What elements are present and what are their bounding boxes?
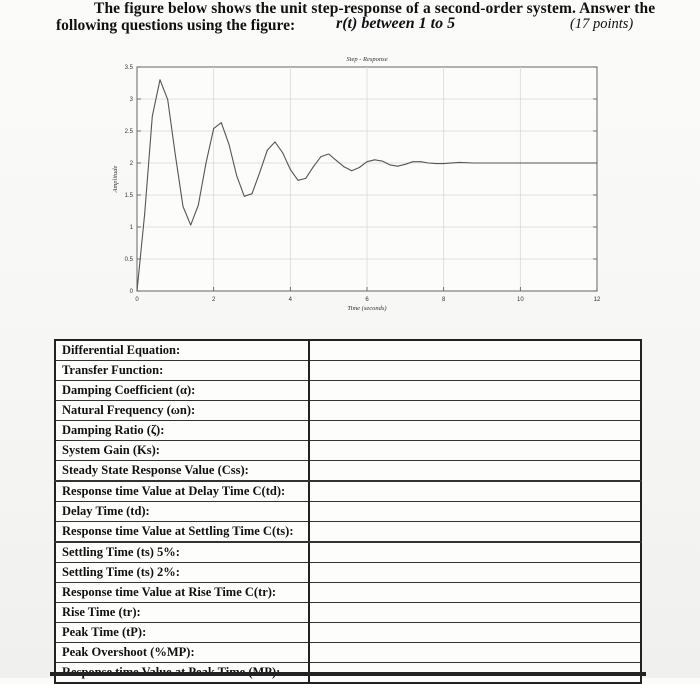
answer-cell[interactable] — [309, 623, 641, 643]
answer-cell[interactable] — [309, 461, 641, 482]
data-point — [420, 161, 421, 162]
answer-cell[interactable] — [309, 542, 641, 563]
data-point — [313, 166, 314, 167]
data-point — [298, 180, 299, 181]
x-tick-label: 12 — [593, 297, 601, 303]
data-point — [443, 163, 444, 164]
y-tick-label: 0 — [129, 289, 133, 295]
table-row — [55, 502, 641, 522]
table-row — [55, 361, 641, 381]
points-label: (17 points) — [570, 16, 634, 32]
table-row — [55, 643, 641, 663]
row-label: Steady State Response Value (Css): — [55, 461, 309, 482]
y-tick-label: 3 — [129, 97, 133, 103]
step-response-chart — [0, 0, 700, 330]
data-point — [259, 172, 260, 173]
row-label: Differential Equation: — [55, 340, 309, 361]
x-tick-label: 0 — [135, 297, 139, 303]
data-point — [413, 161, 414, 162]
table-row — [55, 340, 641, 361]
answer-table — [54, 339, 642, 684]
data-point — [344, 166, 345, 167]
data-point — [539, 163, 540, 164]
row-label: Damping Ratio (ζ): — [55, 421, 309, 441]
y-tick-label: 3.5 — [124, 65, 133, 71]
answer-cell[interactable] — [309, 603, 641, 623]
x-tick-label: 4 — [288, 297, 293, 303]
data-point — [459, 162, 460, 163]
data-point — [520, 163, 521, 164]
data-point — [305, 178, 306, 179]
data-point — [505, 163, 506, 164]
data-point — [359, 167, 360, 168]
row-label: Transfer Function: — [55, 361, 309, 381]
data-point — [144, 213, 145, 214]
row-label: Response time Value at Settling Time C(ts): — [55, 522, 309, 543]
data-point — [577, 163, 578, 164]
table-row — [55, 623, 641, 643]
row-label: Rise Time (tr): — [55, 603, 309, 623]
chart-title: Step - Response — [346, 56, 388, 63]
y-tick-label: 2 — [129, 161, 133, 167]
data-point — [597, 163, 598, 164]
answer-cell[interactable] — [309, 563, 641, 583]
row-label: Natural Frequency (ωn): — [55, 401, 309, 421]
answer-cell[interactable] — [309, 583, 641, 603]
table-row — [55, 603, 641, 623]
data-point — [474, 163, 475, 164]
x-tick-label: 8 — [441, 297, 446, 303]
y-tick-label: 1.5 — [124, 193, 133, 199]
data-point — [152, 116, 153, 117]
answer-cell[interactable] — [309, 441, 641, 461]
question-text-line2: following questions using the figure: — [56, 17, 296, 34]
input-range-note: r(t) between 1 to 5 — [336, 15, 456, 32]
data-point — [229, 144, 230, 145]
answer-cell[interactable] — [309, 481, 641, 502]
row-label: System Gain (Ks): — [55, 441, 309, 461]
row-label: Settling Time (ts) 2%: — [55, 563, 309, 583]
data-point — [198, 205, 199, 206]
row-label: Settling Time (ts) 5%: — [55, 542, 309, 563]
x-tick-label: 10 — [516, 297, 524, 303]
table-row — [55, 441, 641, 461]
answer-cell[interactable] — [309, 340, 641, 361]
data-point — [236, 175, 237, 176]
data-point — [244, 196, 245, 197]
data-point — [382, 161, 383, 162]
data-point — [213, 128, 214, 129]
data-point — [267, 150, 268, 151]
y-tick-label: 2.5 — [124, 129, 133, 135]
data-point — [290, 169, 291, 170]
data-point — [336, 160, 337, 161]
data-point — [405, 164, 406, 165]
data-point — [374, 159, 375, 160]
question-text-line1: The figure below shows the unit step-response of a second-order system. Answer the — [94, 0, 656, 17]
data-point — [206, 163, 207, 164]
row-label: Response time Value at Delay Time C(td): — [55, 481, 309, 502]
data-point — [183, 206, 184, 207]
answer-cell[interactable] — [309, 361, 641, 381]
data-point — [489, 163, 490, 164]
data-point — [390, 164, 391, 165]
row-label: Peak Overshoot (%MP): — [55, 643, 309, 663]
answer-cell[interactable] — [309, 421, 641, 441]
data-point — [436, 163, 437, 164]
row-label: Delay Time (td): — [55, 502, 309, 522]
table-row — [55, 381, 641, 401]
data-point — [321, 156, 322, 157]
data-point — [558, 163, 559, 164]
table-row — [55, 563, 641, 583]
row-label: Response time Value at Rise Time C(tr): — [55, 583, 309, 603]
data-point — [328, 154, 329, 155]
step-response-plot — [0, 0, 700, 330]
data-point — [397, 166, 398, 167]
y-axis-label: Amplitude — [112, 165, 119, 193]
table-row — [55, 421, 641, 441]
table-row — [55, 481, 641, 502]
data-point — [275, 141, 276, 142]
y-tick-label: 1 — [129, 225, 133, 231]
table-row — [55, 461, 641, 482]
data-point — [428, 163, 429, 164]
y-tick-label: 0.5 — [124, 257, 133, 263]
table-row — [55, 542, 641, 563]
x-tick-label: 6 — [365, 297, 369, 303]
answer-cell[interactable] — [309, 502, 641, 522]
data-point — [367, 161, 368, 162]
table-row — [55, 522, 641, 543]
answer-cell[interactable] — [309, 522, 641, 543]
data-point — [175, 154, 176, 155]
row-label: Peak Time (tP): — [55, 623, 309, 643]
data-point — [167, 99, 168, 100]
table-row — [55, 401, 641, 421]
data-point — [252, 193, 253, 194]
data-point — [221, 122, 222, 123]
answer-cell[interactable] — [309, 381, 641, 401]
data-point — [160, 79, 161, 80]
row-label: Damping Coefficient (α): — [55, 381, 309, 401]
answer-cell[interactable] — [309, 401, 641, 421]
bottom-rule — [50, 672, 646, 676]
data-point — [282, 152, 283, 153]
data-point — [190, 225, 191, 226]
table-row — [55, 583, 641, 603]
data-point — [351, 170, 352, 171]
x-axis-label: Time (seconds) — [347, 305, 387, 312]
answer-cell[interactable] — [309, 643, 641, 663]
data-point — [137, 291, 138, 292]
x-tick-label: 2 — [211, 297, 216, 303]
